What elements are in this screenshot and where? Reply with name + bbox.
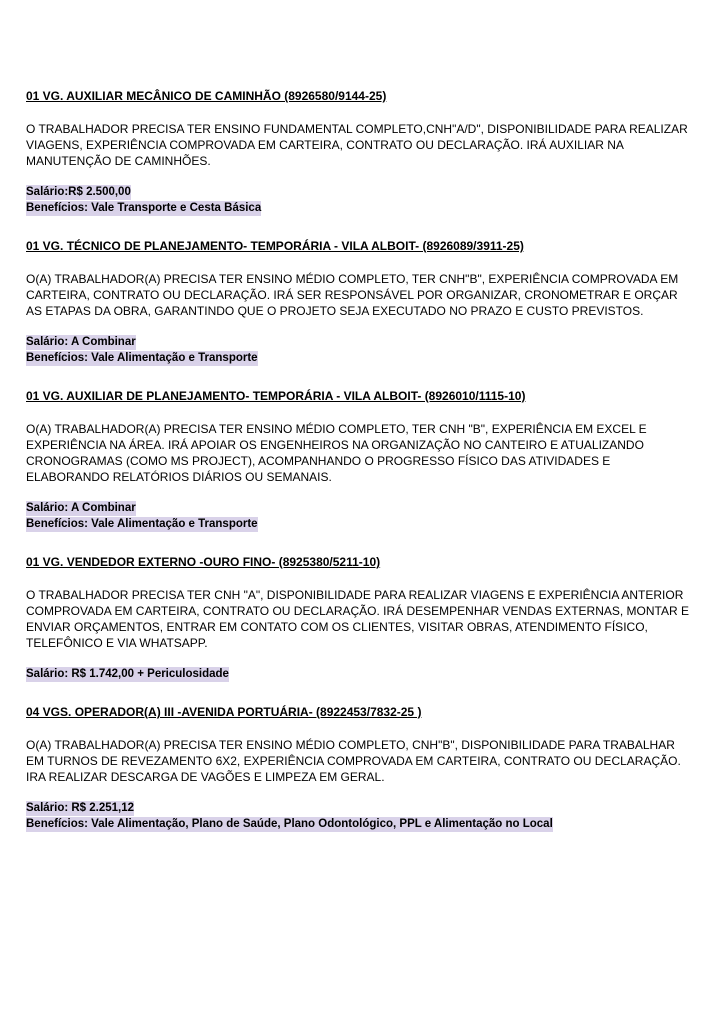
- job-listing: [26, 238, 691, 366]
- job-compensation: [26, 801, 691, 832]
- job-title: 01 VG. TÉCNICO DE PLANEJAMENTO- TEMPORÁRIA - VILA ALBOIT- (8926089/3911-25): [26, 239, 524, 253]
- job-title: 01 VG. AUXILIAR DE PLANEJAMENTO- TEMPORÁRIA - VILA ALBOIT- (8926010/1115-10): [26, 389, 526, 403]
- job-listing-document: [26, 88, 691, 854]
- job-compensation: [26, 667, 691, 682]
- job-salary: Salário: R$ 2.251,12: [26, 802, 135, 814]
- job-description: O TRABALHADOR PRECISA TER CNH "A", DISPONIBILIDADE PARA REALIZAR VIAGENS E EXPERIÊNCIA ANTERIOR COMPROVADA EM CARTEIRA, CONTRATO OU DECLARAÇÃO. IRÁ DESEMPENHAR VENDAS EXTERNAS, MONTAR E ENVIAR ORÇAMENTOS, ENTRAR EM CONTATO COM OS CLIENTES, VISITAR OBRAS, ATENDIMENTO FÍSICO, TELEFÔNICO E VIA WHATSAPP.: [26, 588, 689, 650]
- job-benefits: Benefícios: Vale Alimentação e Transporte: [26, 352, 258, 364]
- job-title: 04 VGS. OPERADOR(A) III -AVENIDA PORTUÁRIA- (8922453/7832-25 ): [26, 705, 422, 719]
- job-salary: Salário: R$ 1.742,00 + Periculosidade: [26, 668, 229, 680]
- job-title: 01 VG. VENDEDOR EXTERNO -OURO FINO- (8925380/5211-10): [26, 555, 381, 569]
- job-compensation: [26, 501, 691, 532]
- job-salary: Salário: A Combinar: [26, 502, 136, 514]
- job-listing: [26, 704, 691, 832]
- job-benefits: Benefícios: Vale Alimentação e Transporte: [26, 518, 258, 530]
- job-description: O(A) TRABALHADOR(A) PRECISA TER ENSINO MÉDIO COMPLETO, TER CNH "B", EXPERIÊNCIA EM EXCEL E EXPERIÊNCIA NA ÁREA. IRÁ APOIAR OS ENGENHEIROS NA ORGANIZAÇÃO NO CANTEIRO E ATUALIZANDO CRONOGRAMAS (COMO MS PROJECT), ACOMPANHANDO O PROGRESSO FÍSICO DAS ATIVIDADES E ELABORANDO RELATÓRIOS DIÁRIOS OU SEMANAIS.: [26, 422, 647, 484]
- job-description: O TRABALHADOR PRECISA TER ENSINO FUNDAMENTAL COMPLETO,CNH"A/D", DISPONIBILIDADE PARA REALIZAR VIAGENS, EXPERIÊNCIA COMPROVADA EM CARTEIRA, CONTRATO OU DECLARAÇÃO. IRÁ AUXILIAR NA MANUTENÇÃO DE CAMINHÕES.: [26, 122, 688, 168]
- job-benefits: Benefícios: Vale Transporte e Cesta Básica: [26, 202, 262, 214]
- job-listing: [26, 88, 691, 216]
- job-listing: [26, 388, 691, 532]
- job-benefits: Benefícios: Vale Alimentação, Plano de Saúde, Plano Odontológico, PPL e Alimentação no Local: [26, 818, 553, 830]
- job-title: 01 VG. AUXILIAR MECÂNICO DE CAMINHÃO (8926580/9144-25): [26, 89, 387, 103]
- job-description: O(A) TRABALHADOR(A) PRECISA TER ENSINO MÉDIO COMPLETO, TER CNH"B", EXPERIÊNCIA COMPROVADA EM CARTEIRA, CONTRATO OU DECLARAÇÃO. IRÁ SER RESPONSÁVEL POR ORGANIZAR, CRONOMETRAR E ORÇAR AS ETAPAS DA OBRA, GARANTINDO QUE O PROJETO SEJA EXECUTADO NO PRAZO E CUSTO PREVISTOS.: [26, 272, 679, 318]
- job-listing: [26, 554, 691, 682]
- job-compensation: [26, 185, 691, 216]
- job-salary: Salário:R$ 2.500,00: [26, 186, 131, 198]
- job-compensation: [26, 335, 691, 366]
- job-salary: Salário: A Combinar: [26, 336, 136, 348]
- job-description: O(A) TRABALHADOR(A) PRECISA TER ENSINO MÉDIO COMPLETO, CNH"B", DISPONIBILIDADE PARA TRABALHAR EM TURNOS DE REVEZAMENTO 6X2, EXPERIÊNCIA COMPROVADA EM CARTEIRA, CONTRATO OU DECLARAÇÃO. IRA REALIZAR DESCARGA DE VAGÕES E LIMPEZA EM GERAL.: [26, 738, 681, 784]
